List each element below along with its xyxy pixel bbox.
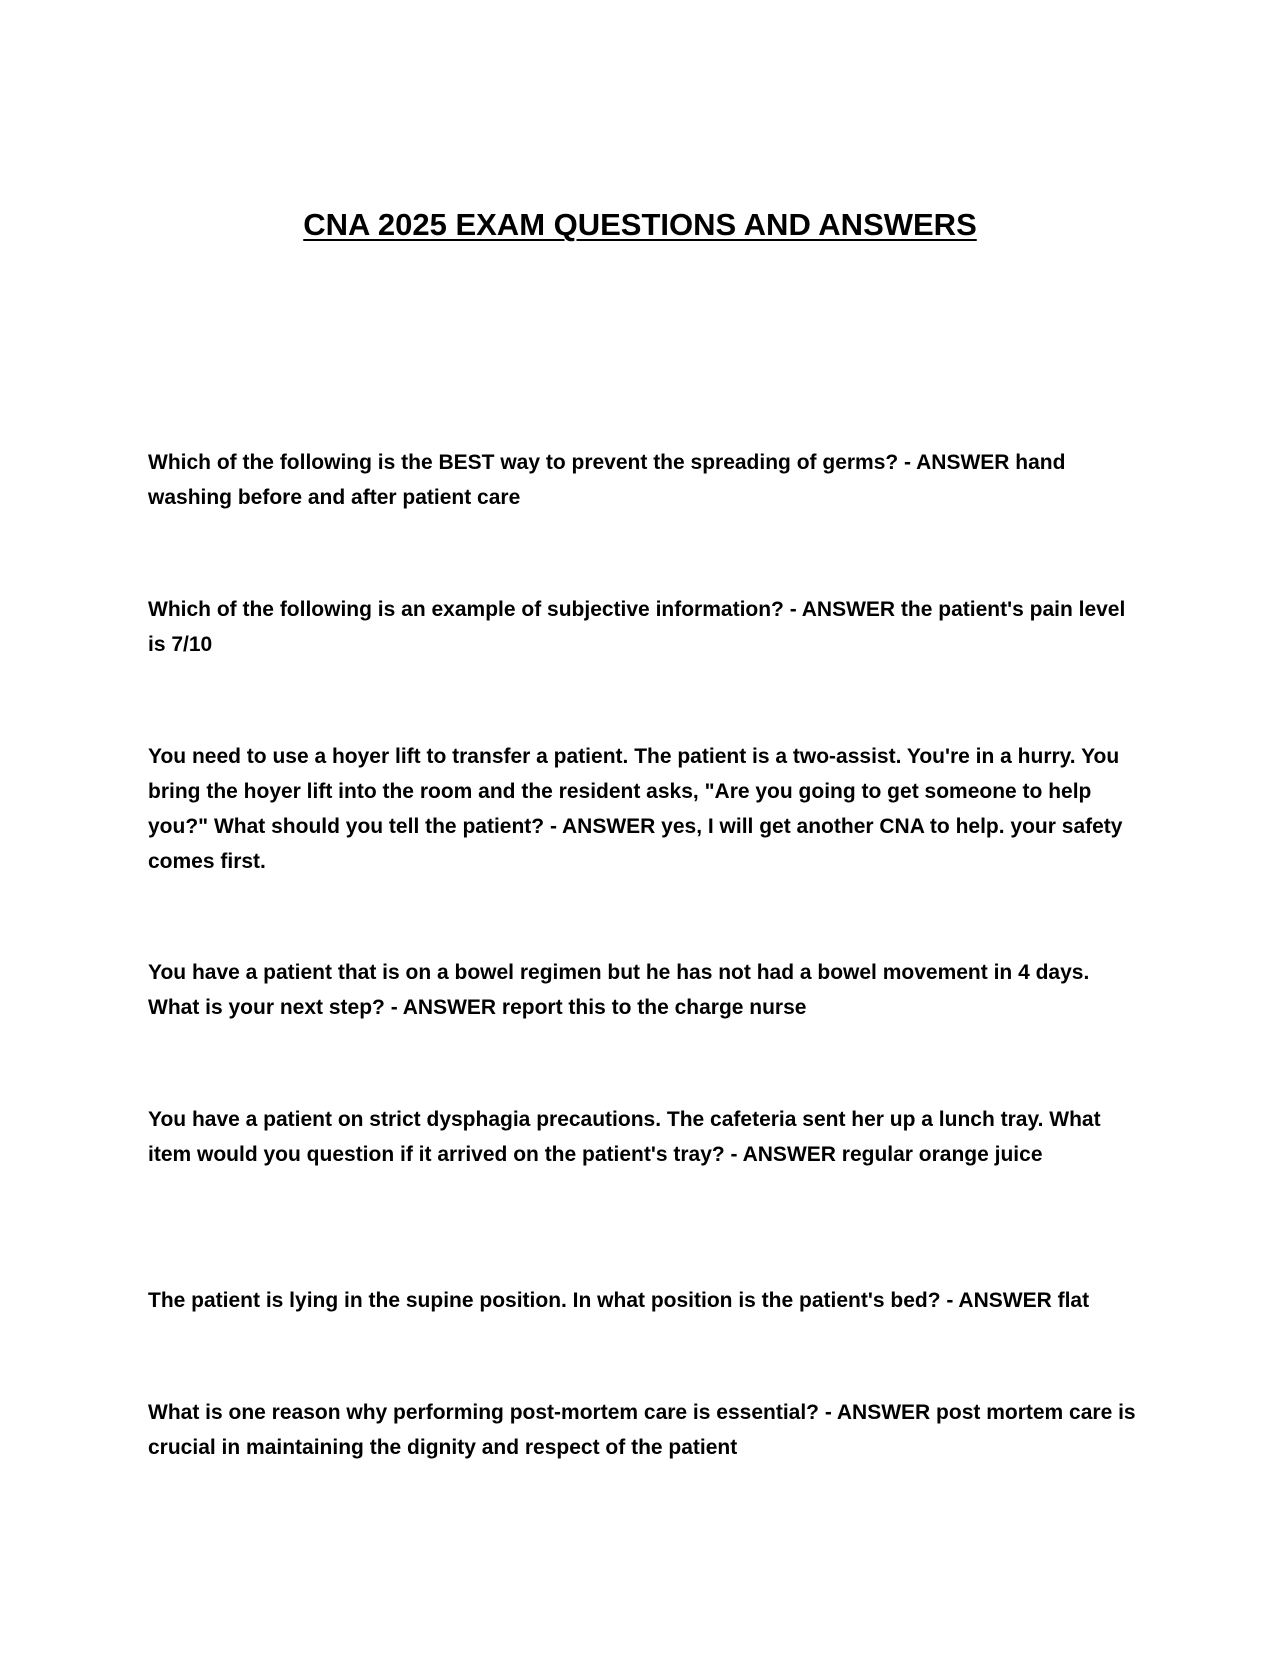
qa-item-7: What is one reason why performing post-mortem care is essential? - ANSWER post mortem care is crucial in maintaining the dignity and respect of the patient xyxy=(148,1401,1136,1459)
qa-item-6: The patient is lying in the supine position. In what position is the patient's bed? - ANSWER flat xyxy=(148,1289,1090,1312)
qa-item-3: You need to use a hoyer lift to transfer a patient. The patient is a two-assist. You're in a hurry. You bring the hoyer lift into the room and the resident asks, "Are you going to get someone to help you?" What should you tell the patient? - ANSWER yes, I will get another CNA to help. your safety comes first. xyxy=(148,745,1123,873)
qa-item-2: Which of the following is an example of subjective information? - ANSWER the patient's pain level is 7/10 xyxy=(148,598,1126,656)
qa-item-4: You have a patient that is on a bowel regimen but he has not had a bowel movement in 4 days. What is your next step? - ANSWER report this to the charge nurse xyxy=(148,961,1090,1019)
qa-item-5: You have a patient on strict dysphagia precautions. The cafeteria sent her up a lunch tray. What item would you question if it arrived on the patient's tray? - ANSWER regular orange juice xyxy=(148,1108,1101,1166)
document-title xyxy=(0,205,1280,245)
document-title-text: CNA 2025 EXAM QUESTIONS AND ANSWERS xyxy=(303,207,977,242)
qa-item-1: Which of the following is the BEST way to prevent the spreading of germs? - ANSWER hand washing before and after patient care xyxy=(148,451,1066,509)
